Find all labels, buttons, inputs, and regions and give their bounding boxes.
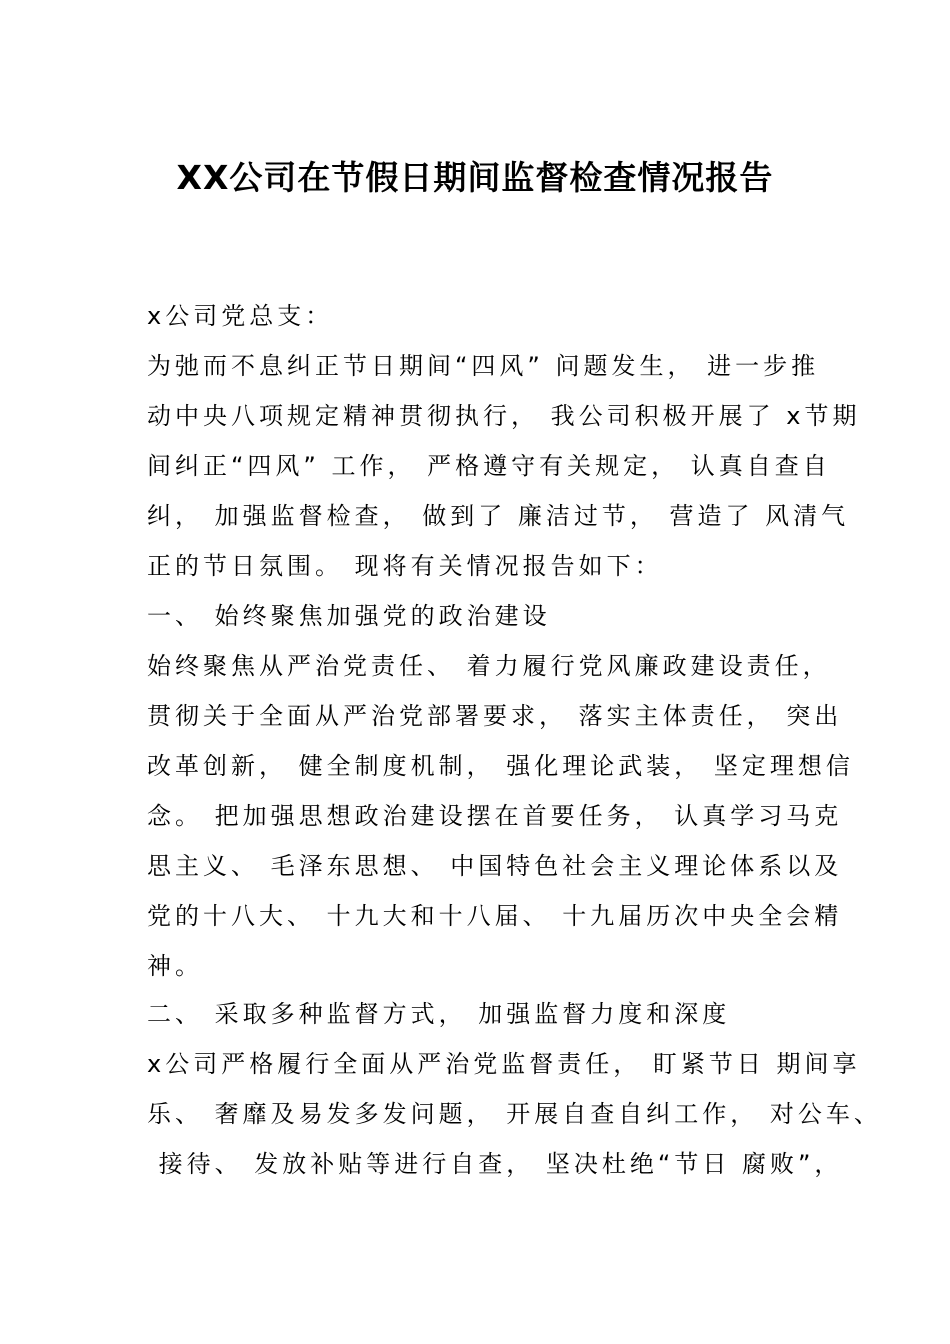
body-line: 动中央八项规定精神贯彻执行， 我公司积极开展了 x节期 (147, 402, 861, 430)
body-line: x公司严格履行全面从严治党监督责任， 盯紧节日 期间享 (147, 1050, 861, 1078)
body-line: 念。 把加强思想政治建设摆在首要任务， 认真学习马克 (147, 802, 843, 830)
body-line: 纠， 加强监督检查， 做到了 廉洁过节， 营造了 风清气 (147, 502, 850, 530)
body-line: 始终聚焦从严治党责任、 着力履行党风廉政建设责任， (147, 652, 831, 680)
salutation-line: x公司党总支： (147, 302, 334, 330)
body-line: 改革创新， 健全制度机制， 强化理论武装， 坚定理想信 (147, 752, 854, 780)
document-title: XX公司在节假日期间监督检查情况报告 (176, 158, 774, 197)
body-line: 乐、 奢靡及易发多发问题， 开展自查自纠工作， 对公车、 (147, 1100, 882, 1128)
body-line: 党的十八大、 十九大和十八届、 十九届历次中央全会精 (147, 902, 843, 930)
body-line: 为弛而不息纠正节日期间“四风” 问题发生， 进一步推 (147, 352, 820, 380)
section-heading-1: 一、 始终聚焦加强党的政治建设 (147, 602, 551, 630)
body-line: 间纠正“四风” 工作， 严格遵守有关规定， 认真自查自 (147, 452, 831, 480)
body-line: 思主义、 毛泽东思想、 中国特色社会主义理论体系以及 (147, 852, 843, 880)
body-line: 神。 (147, 952, 203, 980)
body-line: 正的节日氛围。 现将有关情况报告如下： (147, 552, 663, 580)
body-line: 贯彻关于全面从严治党部署要求， 落实主体责任， 突出 (147, 702, 843, 730)
section-heading-2: 二、 采取多种监督方式， 加强监督力度和深度 (147, 1000, 731, 1028)
body-line: 接待、 发放补贴等进行自查， 坚决杜绝“节日 腐败”， (147, 1150, 843, 1178)
